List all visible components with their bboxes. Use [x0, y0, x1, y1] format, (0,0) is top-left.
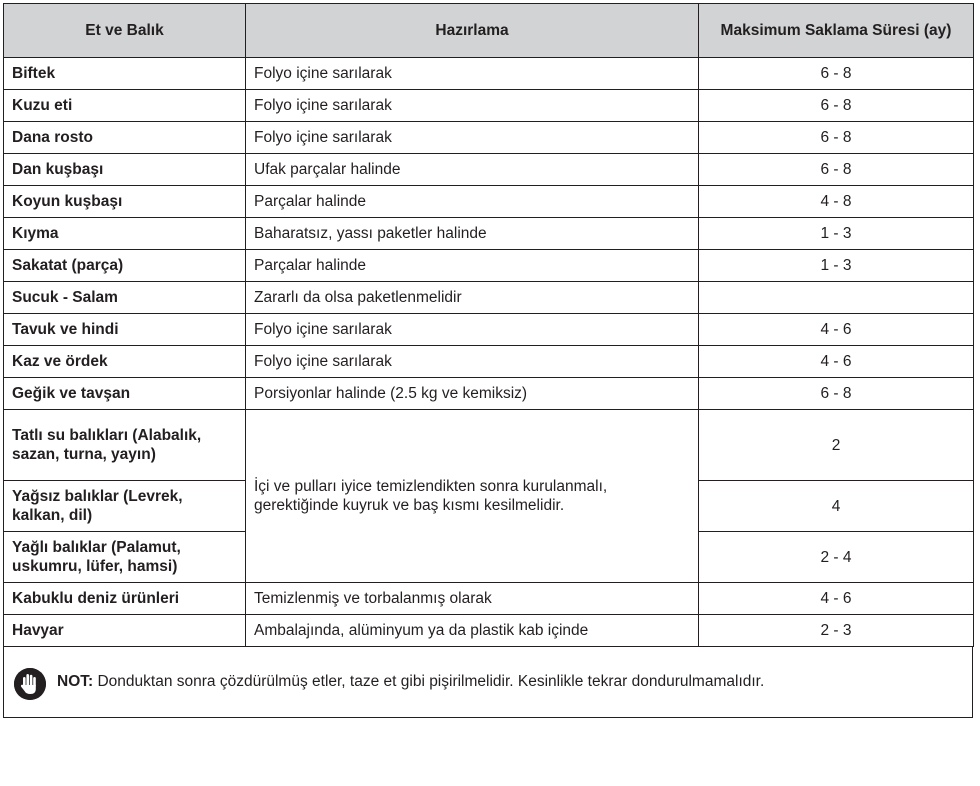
table-row-fish-freshwater [4, 410, 974, 481]
row-duration: 4 - 8 [699, 186, 974, 218]
table-row [4, 58, 974, 90]
table-row [4, 378, 974, 410]
table-row [4, 314, 974, 346]
note-text [57, 673, 764, 691]
row-name: Tatlı su balıkları (Alabalık, sazan, turna, yayın) [4, 410, 246, 481]
table-row [4, 122, 974, 154]
row-preparation: Folyo içine sarılarak [246, 314, 699, 346]
row-name: Yağlı balıklar (Palamut, uskumru, lüfer, hamsi) [4, 532, 246, 583]
row-name: Sakatat (parça) [4, 250, 246, 282]
row-duration: 2 - 4 [699, 532, 974, 583]
row-name: Yağsız balıklar (Levrek, kalkan, dil) [4, 481, 246, 532]
row-name: Sucuk - Salam [4, 282, 246, 314]
table-row [4, 346, 974, 378]
row-name: Kabuklu deniz ürünleri [4, 583, 246, 615]
row-preparation: Zararlı da olsa paketlenmelidir [246, 282, 699, 314]
table-row [4, 154, 974, 186]
row-preparation: Folyo içine sarılarak [246, 122, 699, 154]
row-name: Kuzu eti [4, 90, 246, 122]
row-name: Koyun kuşbaşı [4, 186, 246, 218]
row-preparation: Ufak parçalar halinde [246, 154, 699, 186]
note-body: Donduktan sonra çözdürülmüş etler, taze et gibi pişirilmelidir. Kesinlikle tekrar dondurulmamalıdır. [93, 673, 765, 690]
row-duration [699, 282, 974, 314]
column-header-max-storage: Maksimum Saklama Süresi (ay) [699, 4, 974, 58]
table-row [4, 282, 974, 314]
row-duration: 1 - 3 [699, 218, 974, 250]
row-duration: 6 - 8 [699, 58, 974, 90]
row-preparation: Parçalar halinde [246, 250, 699, 282]
row-preparation: Folyo içine sarılarak [246, 58, 699, 90]
table-row [4, 615, 974, 647]
table-row [4, 90, 974, 122]
row-preparation: Baharatsız, yassı paketler halinde [246, 218, 699, 250]
table-row [4, 583, 974, 615]
row-duration: 2 - 3 [699, 615, 974, 647]
row-preparation: Folyo içine sarılarak [246, 346, 699, 378]
column-header-meat-fish: Et ve Balık [4, 4, 246, 58]
row-name: Geğik ve tavşan [4, 378, 246, 410]
row-preparation: Temizlenmiş ve torbalanmış olarak [246, 583, 699, 615]
row-preparation: Porsiyonlar halinde (2.5 kg ve kemiksiz) [246, 378, 699, 410]
row-duration: 4 - 6 [699, 583, 974, 615]
row-name: Tavuk ve hindi [4, 314, 246, 346]
meat-fish-storage-table [3, 3, 974, 647]
hand-stop-icon [14, 668, 46, 700]
table-row [4, 250, 974, 282]
table-row [4, 218, 974, 250]
row-duration: 6 - 8 [699, 122, 974, 154]
note-label: NOT: [57, 673, 94, 690]
row-duration: 4 [699, 481, 974, 532]
row-name: Dana rosto [4, 122, 246, 154]
row-duration: 2 [699, 410, 974, 481]
note-box [3, 647, 973, 718]
storage-table-page [3, 3, 973, 718]
fish-preparation: İçi ve pulları iyice temizlendikten sonra kurulanmalı, gerektiğinde kuyruk ve baş kısmı kesilmelidir. [246, 410, 699, 583]
row-duration: 4 - 6 [699, 346, 974, 378]
row-preparation: Folyo içine sarılarak [246, 90, 699, 122]
row-name: Kaz ve ördek [4, 346, 246, 378]
row-duration: 6 - 8 [699, 154, 974, 186]
row-preparation: Parçalar halinde [246, 186, 699, 218]
row-name: Havyar [4, 615, 246, 647]
column-header-preparation: Hazırlama [246, 4, 699, 58]
row-name: Kıyma [4, 218, 246, 250]
table-row [4, 186, 974, 218]
row-name: Biftek [4, 58, 246, 90]
row-duration: 6 - 8 [699, 90, 974, 122]
row-duration: 4 - 6 [699, 314, 974, 346]
row-name: Dan kuşbaşı [4, 154, 246, 186]
row-duration: 6 - 8 [699, 378, 974, 410]
row-duration: 1 - 3 [699, 250, 974, 282]
table-header-row [4, 4, 974, 58]
row-preparation: Ambalajında, alüminyum ya da plastik kab içinde [246, 615, 699, 647]
